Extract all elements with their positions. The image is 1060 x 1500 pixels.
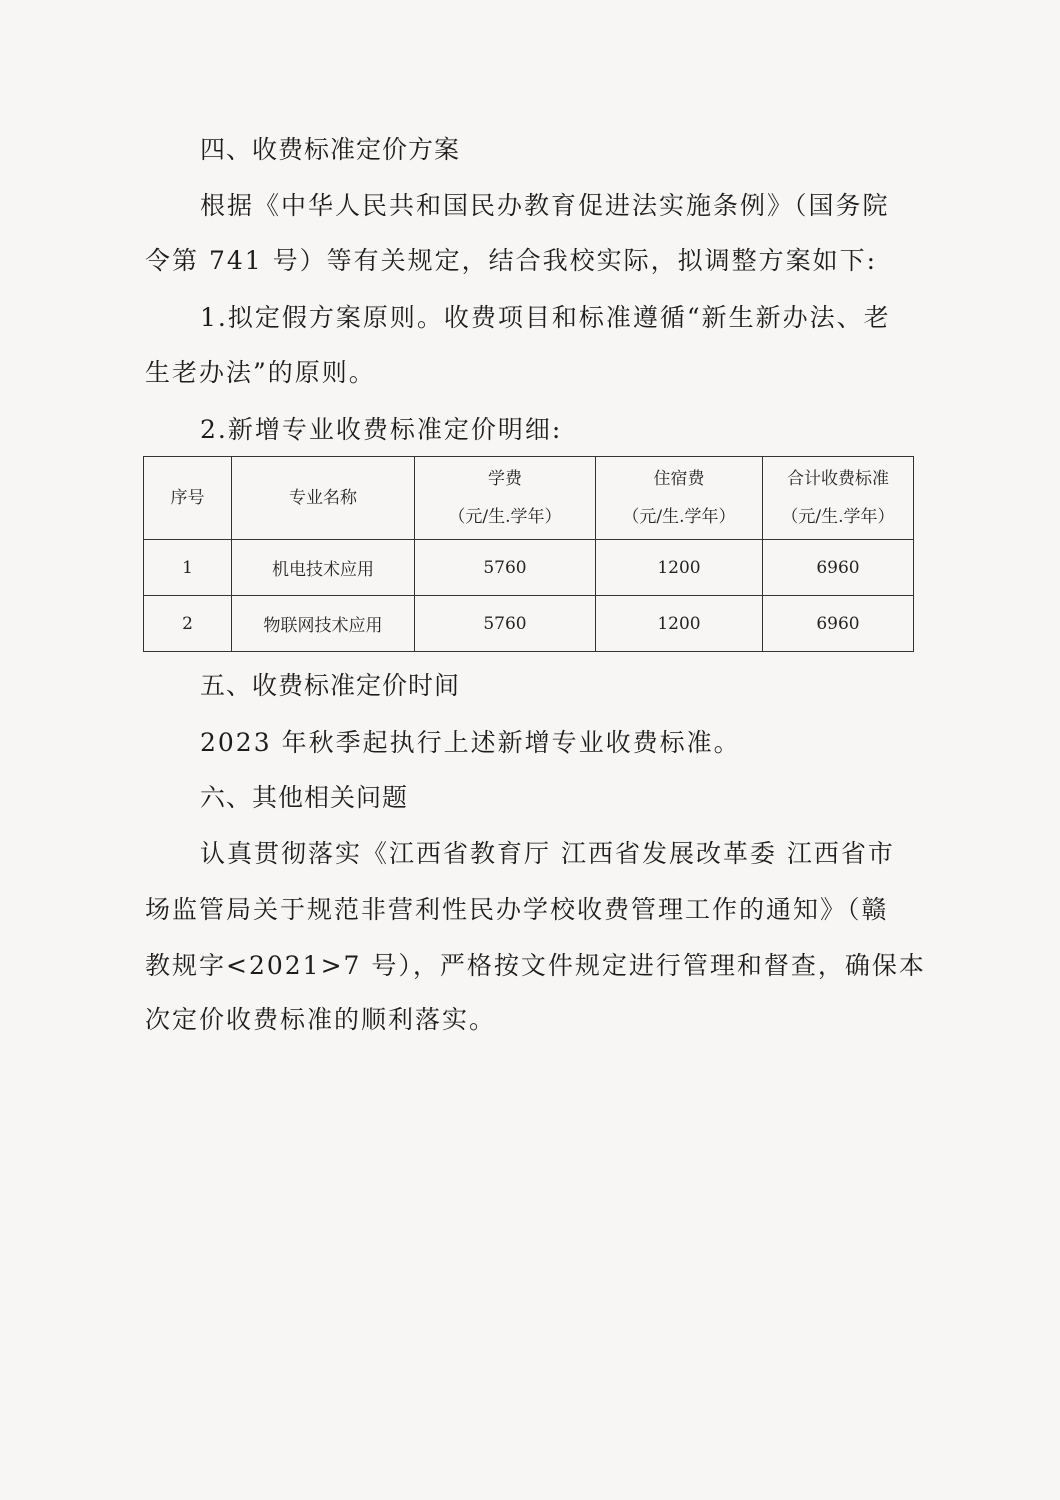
header-total-unit: （元/生.学年） <box>781 507 895 527</box>
cell-tuition: 5760 <box>415 596 596 652</box>
item-1-line-1: 1.拟定假方案原则。收费项目和标准遵循“新生新办法、老 <box>200 303 891 332</box>
cell-tuition: 5760 <box>415 540 596 596</box>
cell-seq: 2 <box>144 596 232 652</box>
section-6-line-3: 教规字<2021>7 号），严格按文件规定进行管理和督查，确保本 <box>145 951 926 980</box>
header-tuition-unit: （元/生.学年） <box>448 507 562 527</box>
cell-major: 机电技术应用 <box>232 540 415 596</box>
header-total <box>763 457 914 540</box>
header-seq: 序号 <box>144 457 232 540</box>
section-6-heading: 六、其他相关问题 <box>200 783 409 812</box>
section-5-heading: 五、收费标准定价时间 <box>200 671 461 700</box>
section-4-heading: 四、收费标准定价方案 <box>200 135 461 164</box>
cell-total: 6960 <box>763 540 914 596</box>
cell-seq: 1 <box>144 540 232 596</box>
table-header-row <box>144 457 914 540</box>
header-tuition <box>415 457 596 540</box>
table-row <box>144 596 914 652</box>
section-4-paragraph-line-1: 根据《中华人民共和国民办教育促进法实施条例》（国务院 <box>200 191 890 220</box>
section-4-paragraph-line-2: 令第 741 号）等有关规定，结合我校实际，拟调整方案如下: <box>145 246 878 275</box>
fee-table <box>143 456 914 652</box>
cell-lodging: 1200 <box>596 540 763 596</box>
cell-major: 物联网技术应用 <box>232 596 415 652</box>
header-lodging <box>596 457 763 540</box>
item-1-line-2: 生老办法”的原则。 <box>145 358 376 387</box>
section-6-line-1: 认真贯彻落实《江西省教育厅 江西省发展改革委 江西省市 <box>200 839 895 868</box>
header-lodging-unit: （元/生.学年） <box>622 507 736 527</box>
section-5-text: 2023 年秋季起执行上述新增专业收费标准。 <box>200 728 741 757</box>
section-6-line-2: 场监管局关于规范非营利性民办学校收费管理工作的通知》（赣 <box>145 895 889 924</box>
header-lodging-label: 住宿费 <box>653 469 705 489</box>
cell-lodging: 1200 <box>596 596 763 652</box>
item-2-text: 2.新增专业收费标准定价明细: <box>200 415 563 444</box>
header-major: 专业名称 <box>232 457 415 540</box>
header-total-label: 合计收费标准 <box>787 469 889 489</box>
table-row <box>144 540 914 596</box>
header-tuition-label: 学费 <box>488 469 522 489</box>
section-6-line-4: 次定价收费标准的顺利落实。 <box>145 1005 497 1034</box>
cell-total: 6960 <box>763 596 914 652</box>
